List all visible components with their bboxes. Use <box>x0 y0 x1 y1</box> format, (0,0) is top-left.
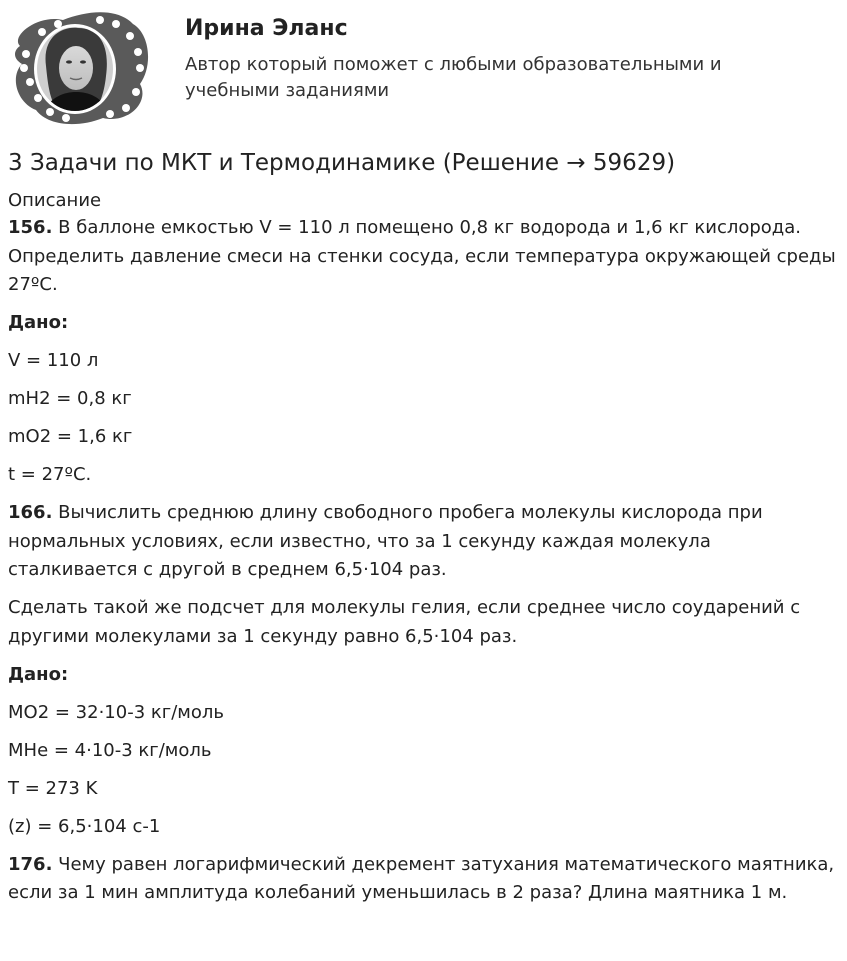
given-item: MHe = 4·10-3 кг/моль <box>8 739 212 761</box>
author-name[interactable]: Ирина Эланс <box>185 16 348 41</box>
task-text: Чему равен логарифмический декремент затухания математического маятника, если за 1 мин амплитуда колебаний уменьшилась в 2 раза? Длина маятника 1 м. <box>8 853 835 903</box>
task-176 <box>8 851 840 908</box>
task-156 <box>8 214 840 300</box>
given-item: MO2 = 32·10-3 кг/моль <box>8 701 224 723</box>
document-content <box>8 187 840 908</box>
given-item: (z) = 6,5·104 с-1 <box>8 815 161 837</box>
given-item: mH2 = 0,8 кг <box>8 388 132 409</box>
description-label: Описание <box>8 190 102 211</box>
page-title: 3 Задачи по МКТ и Термодинамике (Решение → 59629) <box>8 150 676 176</box>
given-item: T = 273 K <box>8 777 98 799</box>
given-item: mO2 = 1,6 кг <box>8 426 133 447</box>
given-label: Дано: <box>8 663 69 685</box>
given-item: V = 110 л <box>8 350 99 371</box>
task-166 <box>8 499 840 585</box>
task-number: 176. <box>8 853 53 875</box>
given-item: t = 27ºС. <box>8 464 92 485</box>
author-description: Автор который поможет с любыми образовательными и учебными заданиями <box>185 54 722 101</box>
task-extra-text: Сделать такой же подсчет для молекулы гелия, если среднее число соударений с другими молекулами за 1 секунду равно 6,5·104 раз. <box>8 597 801 647</box>
given-label: Дано: <box>8 312 69 333</box>
task-number: 166. <box>8 502 53 523</box>
task-number: 156. <box>8 217 53 238</box>
task-text: Вычислить среднюю длину свободного пробега молекулы кислорода при нормальных условиях, если известно, что за 1 секунду каждая молекула сталкивается с другой в среднем 6,5·104 раз. <box>8 502 763 580</box>
author-card <box>8 6 838 128</box>
author-avatar[interactable] <box>8 6 153 128</box>
task-text: В баллоне емкостью V = 110 л помещено 0,8 кг водорода и 1,6 кг кислорода. Определить давление смеси на стенки сосуда, если температура окружающей среды 27ºС. <box>8 217 836 295</box>
